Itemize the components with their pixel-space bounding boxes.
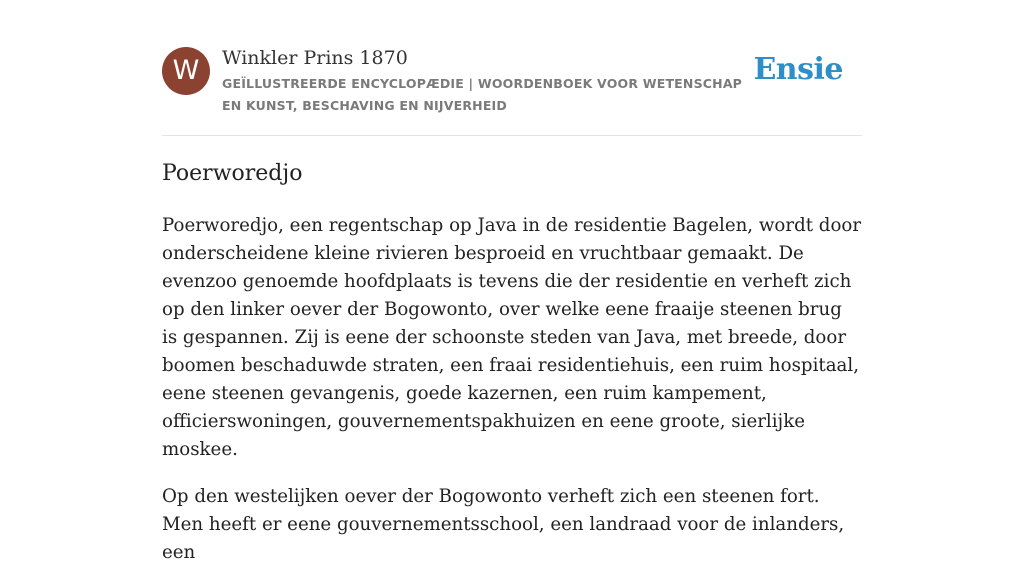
entry-paragraph: Poerworedjo, een regentschap op Java in de residentie Bagelen, wordt door onderscheidene kleine rivieren besproeid en vruchtbaar gemaakt. De evenzoo genoemde hoofdplaats is tevens die der residentie en verheft zich op den linker oever der Bogowonto, over welke eene fraaije steenen brug is gespannen. Zij is eene der schoonste steden van Java, met breede, door boomen beschaduwde straten, een fraai residentiehuis, een ruim hospitaal, eene steenen gevangenis, goede kazernen, een ruim kampement, officierswoningen, gouvernementspakhuizen en eene groote, sierlijke moskee. xyxy=(162,215,862,460)
ensie-logo[interactable]: Ensie xyxy=(753,52,843,87)
entry-title: Poerworedjo xyxy=(162,161,303,186)
entry-paragraph: Op den westelijken oever der Bogowonto verheft zich een steenen fort. Men heeft er eene gouvernementsschool, een landraad voor de inlanders, een xyxy=(162,486,845,563)
source-avatar[interactable]: W xyxy=(162,47,210,95)
source-title[interactable]: Winkler Prins 1870 xyxy=(222,47,408,69)
source-header xyxy=(162,44,862,136)
entry-content xyxy=(162,212,862,586)
source-subtitle: GEÏLLUSTREERDE ENCYCLOPÆDIE | WOORDENBOEK VOOR WETENSCHAP EN KUNST, BESCHAVING EN NIJVERHEID xyxy=(222,76,743,113)
